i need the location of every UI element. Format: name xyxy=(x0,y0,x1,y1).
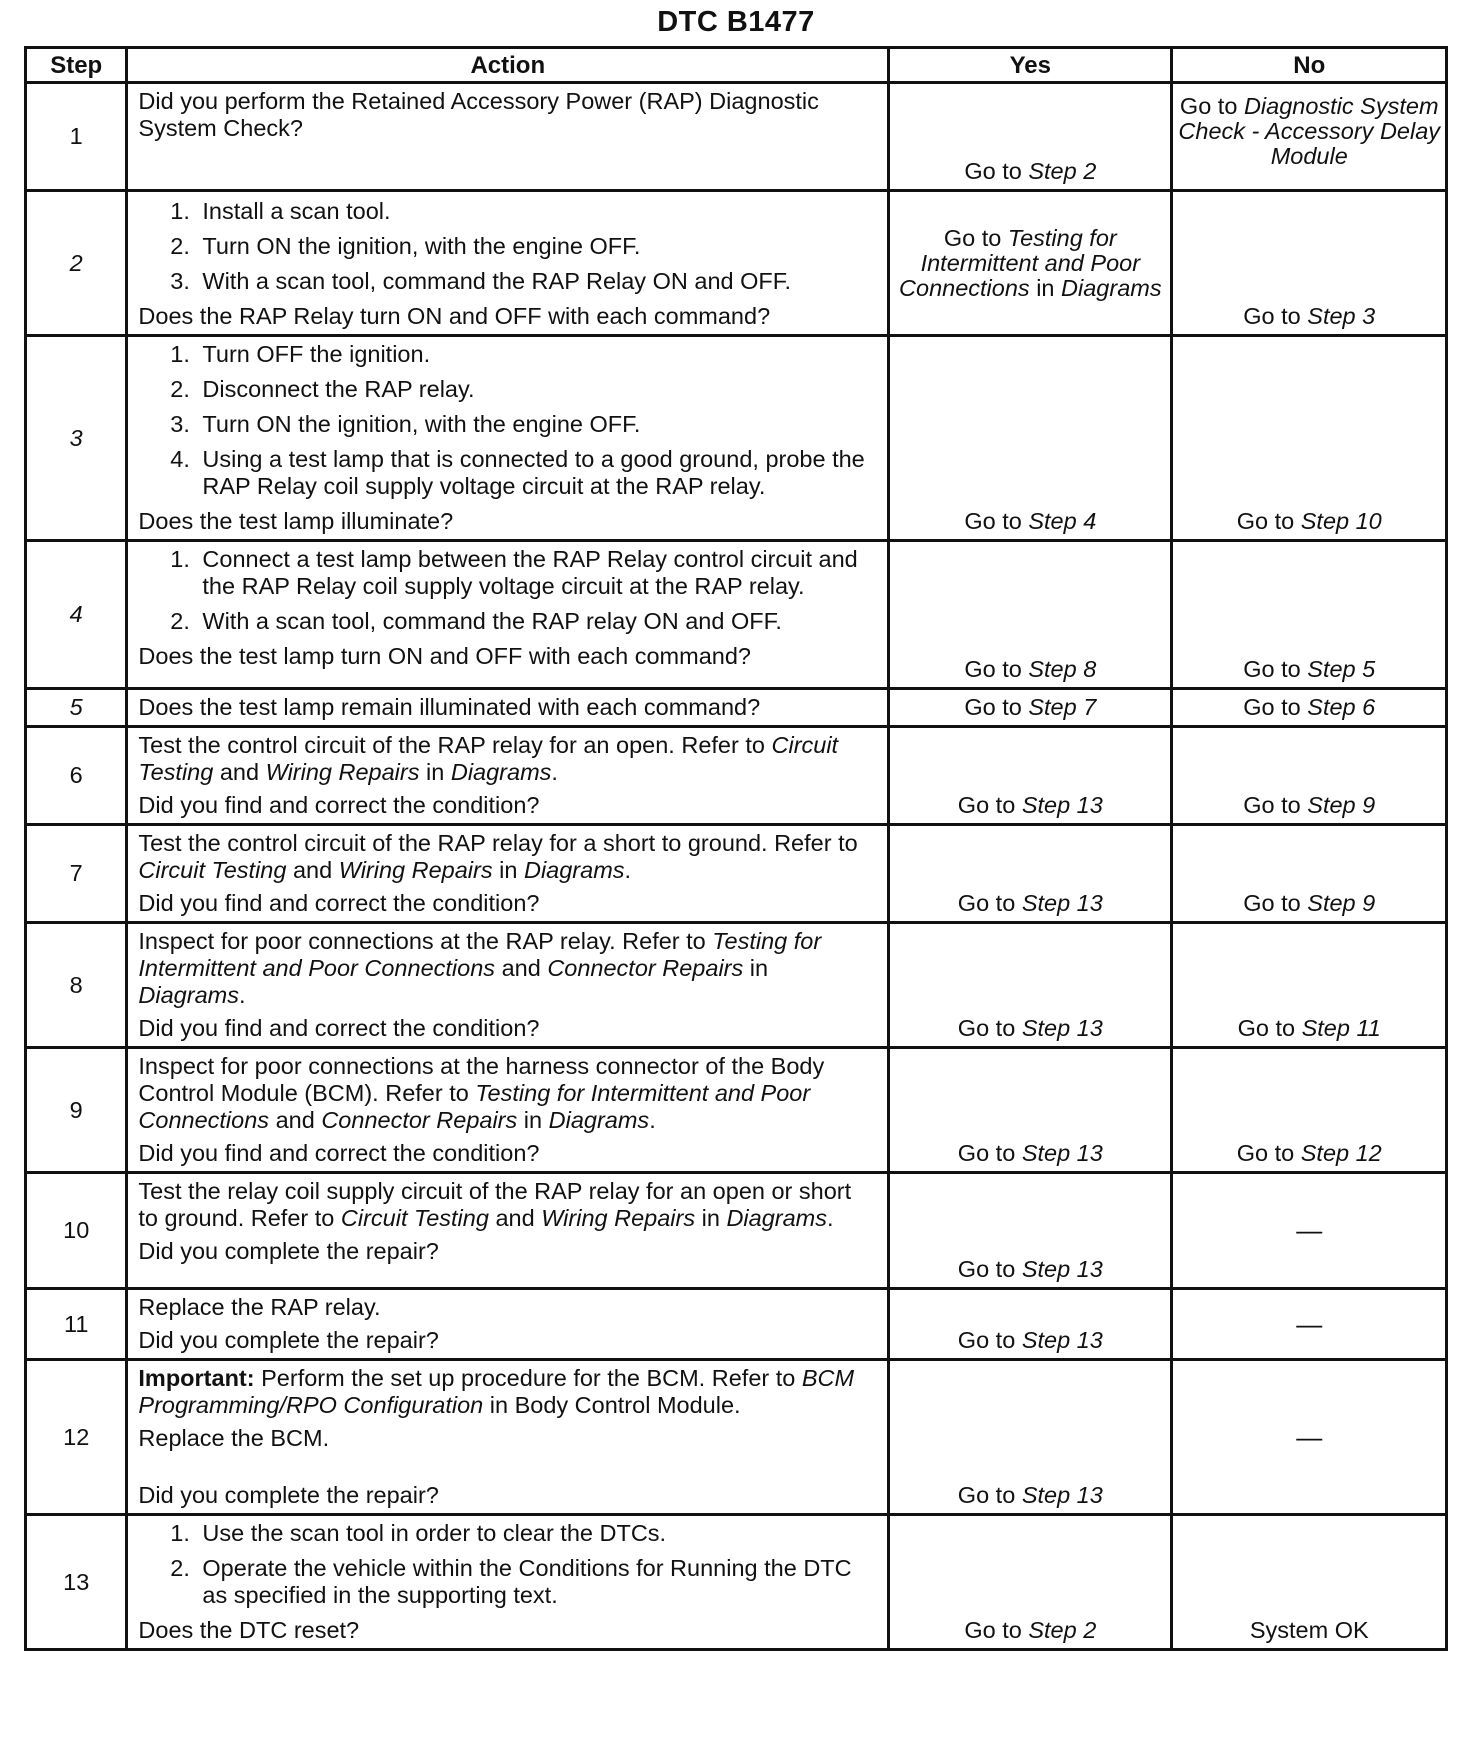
go-to-label: Go to xyxy=(957,890,1016,916)
yes-cell xyxy=(889,727,1172,825)
no-step-ref: Step 3 xyxy=(1307,303,1376,329)
no-step-ref: Diagnostic System Check - Accessory Delay Module xyxy=(1178,93,1441,169)
yes-cell xyxy=(889,1289,1172,1360)
table-row xyxy=(26,1360,1447,1515)
go-to-label: Go to xyxy=(957,1327,1016,1353)
reference-link: Wiring Repairs xyxy=(338,857,493,883)
table-row xyxy=(26,1289,1447,1360)
action-question: Did you complete the repair? xyxy=(138,1482,439,1508)
go-to-label: Go to xyxy=(1243,303,1301,329)
no-cell xyxy=(1172,923,1447,1048)
no-step-ref: Step 9 xyxy=(1307,890,1376,916)
header-yes: Yes xyxy=(889,48,1172,83)
yes-cell xyxy=(889,825,1172,923)
action-question: Did you find and correct the condition? xyxy=(138,1140,540,1166)
action-cell xyxy=(127,336,889,541)
action-question: Did you perform the Retained Accessory Power (RAP) Diagnostic System Check? xyxy=(138,88,819,141)
diagnostic-table xyxy=(24,46,1448,1651)
yes-cell xyxy=(889,1360,1172,1515)
reference-link: Testing for Intermittent and Poor Connections xyxy=(138,928,822,981)
step-number: 13 xyxy=(26,1515,127,1650)
no-cell xyxy=(1172,1515,1447,1650)
yes-step-ref: Step 8 xyxy=(1028,656,1097,682)
action-item: 1. Use the scan tool in order to clear the DTCs. xyxy=(196,1520,877,1547)
action-cell xyxy=(127,1173,889,1289)
action-item: 1. Connect a test lamp between the RAP Relay control circuit and the RAP Relay coil supply voltage circuit at the RAP relay. xyxy=(196,546,877,600)
action-item: 3. Turn ON the ignition, with the engine OFF. xyxy=(196,411,877,438)
reference-link: Circuit Testing xyxy=(340,1205,489,1231)
no-step-ref: Step 10 xyxy=(1300,508,1382,534)
reference-link: Circuit Testing xyxy=(138,857,287,883)
go-to-label: Go to xyxy=(1236,1140,1295,1166)
table-row xyxy=(26,1515,1447,1650)
go-to-label: Go to xyxy=(957,792,1016,818)
yes-step-ref: Step 4 xyxy=(1028,508,1097,534)
go-to-label: Go to xyxy=(964,508,1022,534)
step-number: 6 xyxy=(26,727,127,825)
action-question: Did you find and correct the condition? xyxy=(138,1015,540,1041)
action-cell xyxy=(127,83,889,191)
yes-cell xyxy=(889,1048,1172,1173)
no-cell xyxy=(1172,727,1447,825)
go-to-label: Go to xyxy=(964,1617,1022,1643)
table-row xyxy=(26,727,1447,825)
action-cell xyxy=(127,689,889,727)
table-row xyxy=(26,1173,1447,1289)
action-item: 4. Using a test lamp that is connected to a good ground, probe the RAP Relay coil supply voltage circuit at the RAP relay. xyxy=(196,446,877,500)
reference-link: Diagrams xyxy=(523,857,625,883)
action-question: Did you complete the repair? xyxy=(138,1238,439,1264)
action-instruction: Replace the BCM. xyxy=(138,1425,330,1451)
go-to-label: Go to xyxy=(1236,508,1295,534)
yes-step-ref: Step 13 xyxy=(1021,1015,1103,1041)
yes-cell xyxy=(889,1173,1172,1289)
action-cell xyxy=(127,541,889,689)
yes-in-label: in xyxy=(1036,274,1055,301)
important-label: Important: xyxy=(138,1365,255,1391)
action-question: Does the RAP Relay turn ON and OFF with each command? xyxy=(138,303,771,329)
action-instruction: Test the control circuit of the RAP relay for an open. Refer to Circuit Testing and Wiring Repairs in Diagrams. xyxy=(138,732,839,785)
page-title: DTC B1477 xyxy=(657,6,815,38)
yes-step-ref: Step 13 xyxy=(1021,890,1103,916)
yes-step-ref: Step 2 xyxy=(1028,158,1097,184)
action-cell xyxy=(127,1048,889,1173)
yes-cell xyxy=(889,191,1172,336)
reference-link: BCM Programming/RPO Configuration xyxy=(138,1365,855,1418)
no-dash: — xyxy=(1172,1173,1447,1289)
action-instruction: Test the control circuit of the RAP relay for a short to ground. Refer to Circuit Testing and Wiring Repairs in Diagrams. xyxy=(138,830,858,883)
no-cell xyxy=(1172,1048,1447,1173)
table-row xyxy=(26,1048,1447,1173)
yes-diagrams-ref: Diagrams xyxy=(1061,274,1162,301)
step-number: 3 xyxy=(26,336,127,541)
action-item: 2. Disconnect the RAP relay. xyxy=(196,376,877,403)
yes-cell xyxy=(889,83,1172,191)
reference-link: Connector Repairs xyxy=(547,955,744,981)
action-question: Does the DTC reset? xyxy=(138,1617,360,1643)
no-cell xyxy=(1172,336,1447,541)
table-row xyxy=(26,191,1447,336)
step-number: 2 xyxy=(26,191,127,336)
reference-link: Diagrams xyxy=(450,759,552,785)
go-to-label: Go to xyxy=(957,1482,1016,1508)
table-row xyxy=(26,336,1447,541)
reference-link: Testing for Intermittent and Poor Connections xyxy=(138,1080,811,1133)
step-number: 7 xyxy=(26,825,127,923)
go-to-label: Go to xyxy=(1243,890,1301,916)
yes-step-ref: Step 7 xyxy=(1028,694,1097,720)
step-number: 1 xyxy=(26,83,127,191)
yes-step-ref: Step 13 xyxy=(1021,792,1103,818)
go-to-label: Go to xyxy=(964,656,1022,682)
yes-cell xyxy=(889,541,1172,689)
action-cell xyxy=(127,923,889,1048)
action-instruction: Test the relay coil supply circuit of the RAP relay for an open or short to ground. Refer to Circuit Testing and Wiring Repairs in Diagrams. xyxy=(138,1178,852,1231)
action-instruction: Inspect for poor connections at the RAP relay. Refer to Testing for Intermittent and Poor Connections and Connector Repairs in Diagrams. xyxy=(138,928,822,1008)
no-dash: — xyxy=(1172,1360,1447,1515)
no-cell xyxy=(1172,825,1447,923)
go-to-label: Go to xyxy=(943,224,1002,251)
go-to-label: Go to xyxy=(1237,1015,1296,1041)
no-step-ref: Step 6 xyxy=(1307,694,1376,720)
action-instruction: Inspect for poor connections at the harness connector of the Body Control Module (BCM). Refer to Testing for Intermittent and Poor Connections and Connector Repairs in Diagrams. xyxy=(138,1053,825,1133)
yes-step-ref: Testing for Intermittent and Poor Connections xyxy=(899,224,1141,301)
yes-cell xyxy=(889,1515,1172,1650)
go-to-label: Go to xyxy=(1179,93,1238,119)
table-row xyxy=(26,83,1447,191)
reference-link: Diagrams xyxy=(726,1205,828,1231)
go-to-label: Go to xyxy=(957,1256,1016,1282)
step-number: 11 xyxy=(26,1289,127,1360)
header-action: Action xyxy=(127,48,889,83)
go-to-label: Go to xyxy=(964,694,1022,720)
table-row xyxy=(26,825,1447,923)
step-number: 4 xyxy=(26,541,127,689)
step-number: 9 xyxy=(26,1048,127,1173)
important-note: Important: Perform the set up procedure for the BCM. Refer to BCM Programming/RPO Configuration in Body Control Module. xyxy=(138,1365,855,1418)
step-number: 10 xyxy=(26,1173,127,1289)
go-to-label: Go to xyxy=(1243,792,1301,818)
action-question: Does the test lamp illuminate? xyxy=(138,508,454,534)
reference-link: Diagrams xyxy=(138,982,239,1008)
action-cell xyxy=(127,825,889,923)
header-step: Step xyxy=(26,48,127,83)
go-to-label: Go to xyxy=(957,1015,1016,1041)
no-cell xyxy=(1172,541,1447,689)
action-item: 2. Turn ON the ignition, with the engine OFF. xyxy=(196,233,877,260)
reference-link: Wiring Repairs xyxy=(265,759,420,785)
yes-step-ref: Step 13 xyxy=(1021,1256,1103,1282)
no-cell xyxy=(1172,191,1447,336)
reference-link: Diagrams xyxy=(548,1107,650,1133)
action-question: Does the test lamp turn ON and OFF with each command? xyxy=(138,643,751,669)
action-cell xyxy=(127,1515,889,1650)
reference-link: Connector Repairs xyxy=(321,1107,518,1133)
go-to-label: Go to xyxy=(1243,656,1301,682)
action-cell xyxy=(127,1289,889,1360)
yes-cell xyxy=(889,689,1172,727)
no-step-ref: Step 9 xyxy=(1307,792,1376,818)
action-instruction: Replace the RAP relay. xyxy=(138,1294,381,1320)
yes-step-ref: Step 13 xyxy=(1021,1140,1103,1166)
header-no: No xyxy=(1172,48,1447,83)
reference-link: Wiring Repairs xyxy=(541,1205,696,1231)
yes-step-ref: Step 2 xyxy=(1028,1617,1097,1643)
no-step-ref: Step 11 xyxy=(1301,1015,1381,1041)
action-item: 1. Turn OFF the ignition. xyxy=(196,341,877,368)
no-cell xyxy=(1172,83,1447,191)
no-dash: — xyxy=(1172,1289,1447,1360)
action-cell xyxy=(127,727,889,825)
action-cell xyxy=(127,1360,889,1515)
table-header-row xyxy=(26,48,1447,83)
yes-step-ref: Step 13 xyxy=(1021,1327,1103,1353)
action-item: 2. With a scan tool, command the RAP relay ON and OFF. xyxy=(196,608,877,635)
no-cell xyxy=(1172,689,1447,727)
action-item: 3. With a scan tool, command the RAP Relay ON and OFF. xyxy=(196,268,877,295)
reference-link: Circuit Testing xyxy=(138,732,839,785)
table-row xyxy=(26,923,1447,1048)
no-step-ref: Step 5 xyxy=(1307,656,1376,682)
action-item: 2. Operate the vehicle within the Conditions for Running the DTC as specified in the supporting text. xyxy=(196,1555,877,1609)
action-question: Did you find and correct the condition? xyxy=(138,890,540,916)
go-to-label: Go to xyxy=(1243,694,1301,720)
table-row xyxy=(26,541,1447,689)
step-number: 8 xyxy=(26,923,127,1048)
yes-step-ref: Step 13 xyxy=(1021,1482,1103,1508)
table-row xyxy=(26,689,1447,727)
action-cell xyxy=(127,191,889,336)
go-to-label: Go to xyxy=(964,158,1022,184)
go-to-label: Go to xyxy=(957,1140,1016,1166)
yes-cell xyxy=(889,336,1172,541)
system-ok-label: System OK xyxy=(1249,1617,1369,1643)
yes-cell xyxy=(889,923,1172,1048)
no-step-ref: Step 12 xyxy=(1300,1140,1382,1166)
action-question: Did you complete the repair? xyxy=(138,1327,439,1353)
action-question: Did you find and correct the condition? xyxy=(138,792,540,818)
action-item: 1. Install a scan tool. xyxy=(196,198,877,225)
action-question: Does the test lamp remain illuminated with each command? xyxy=(138,694,761,720)
step-number: 12 xyxy=(26,1360,127,1515)
step-number: 5 xyxy=(26,689,127,727)
